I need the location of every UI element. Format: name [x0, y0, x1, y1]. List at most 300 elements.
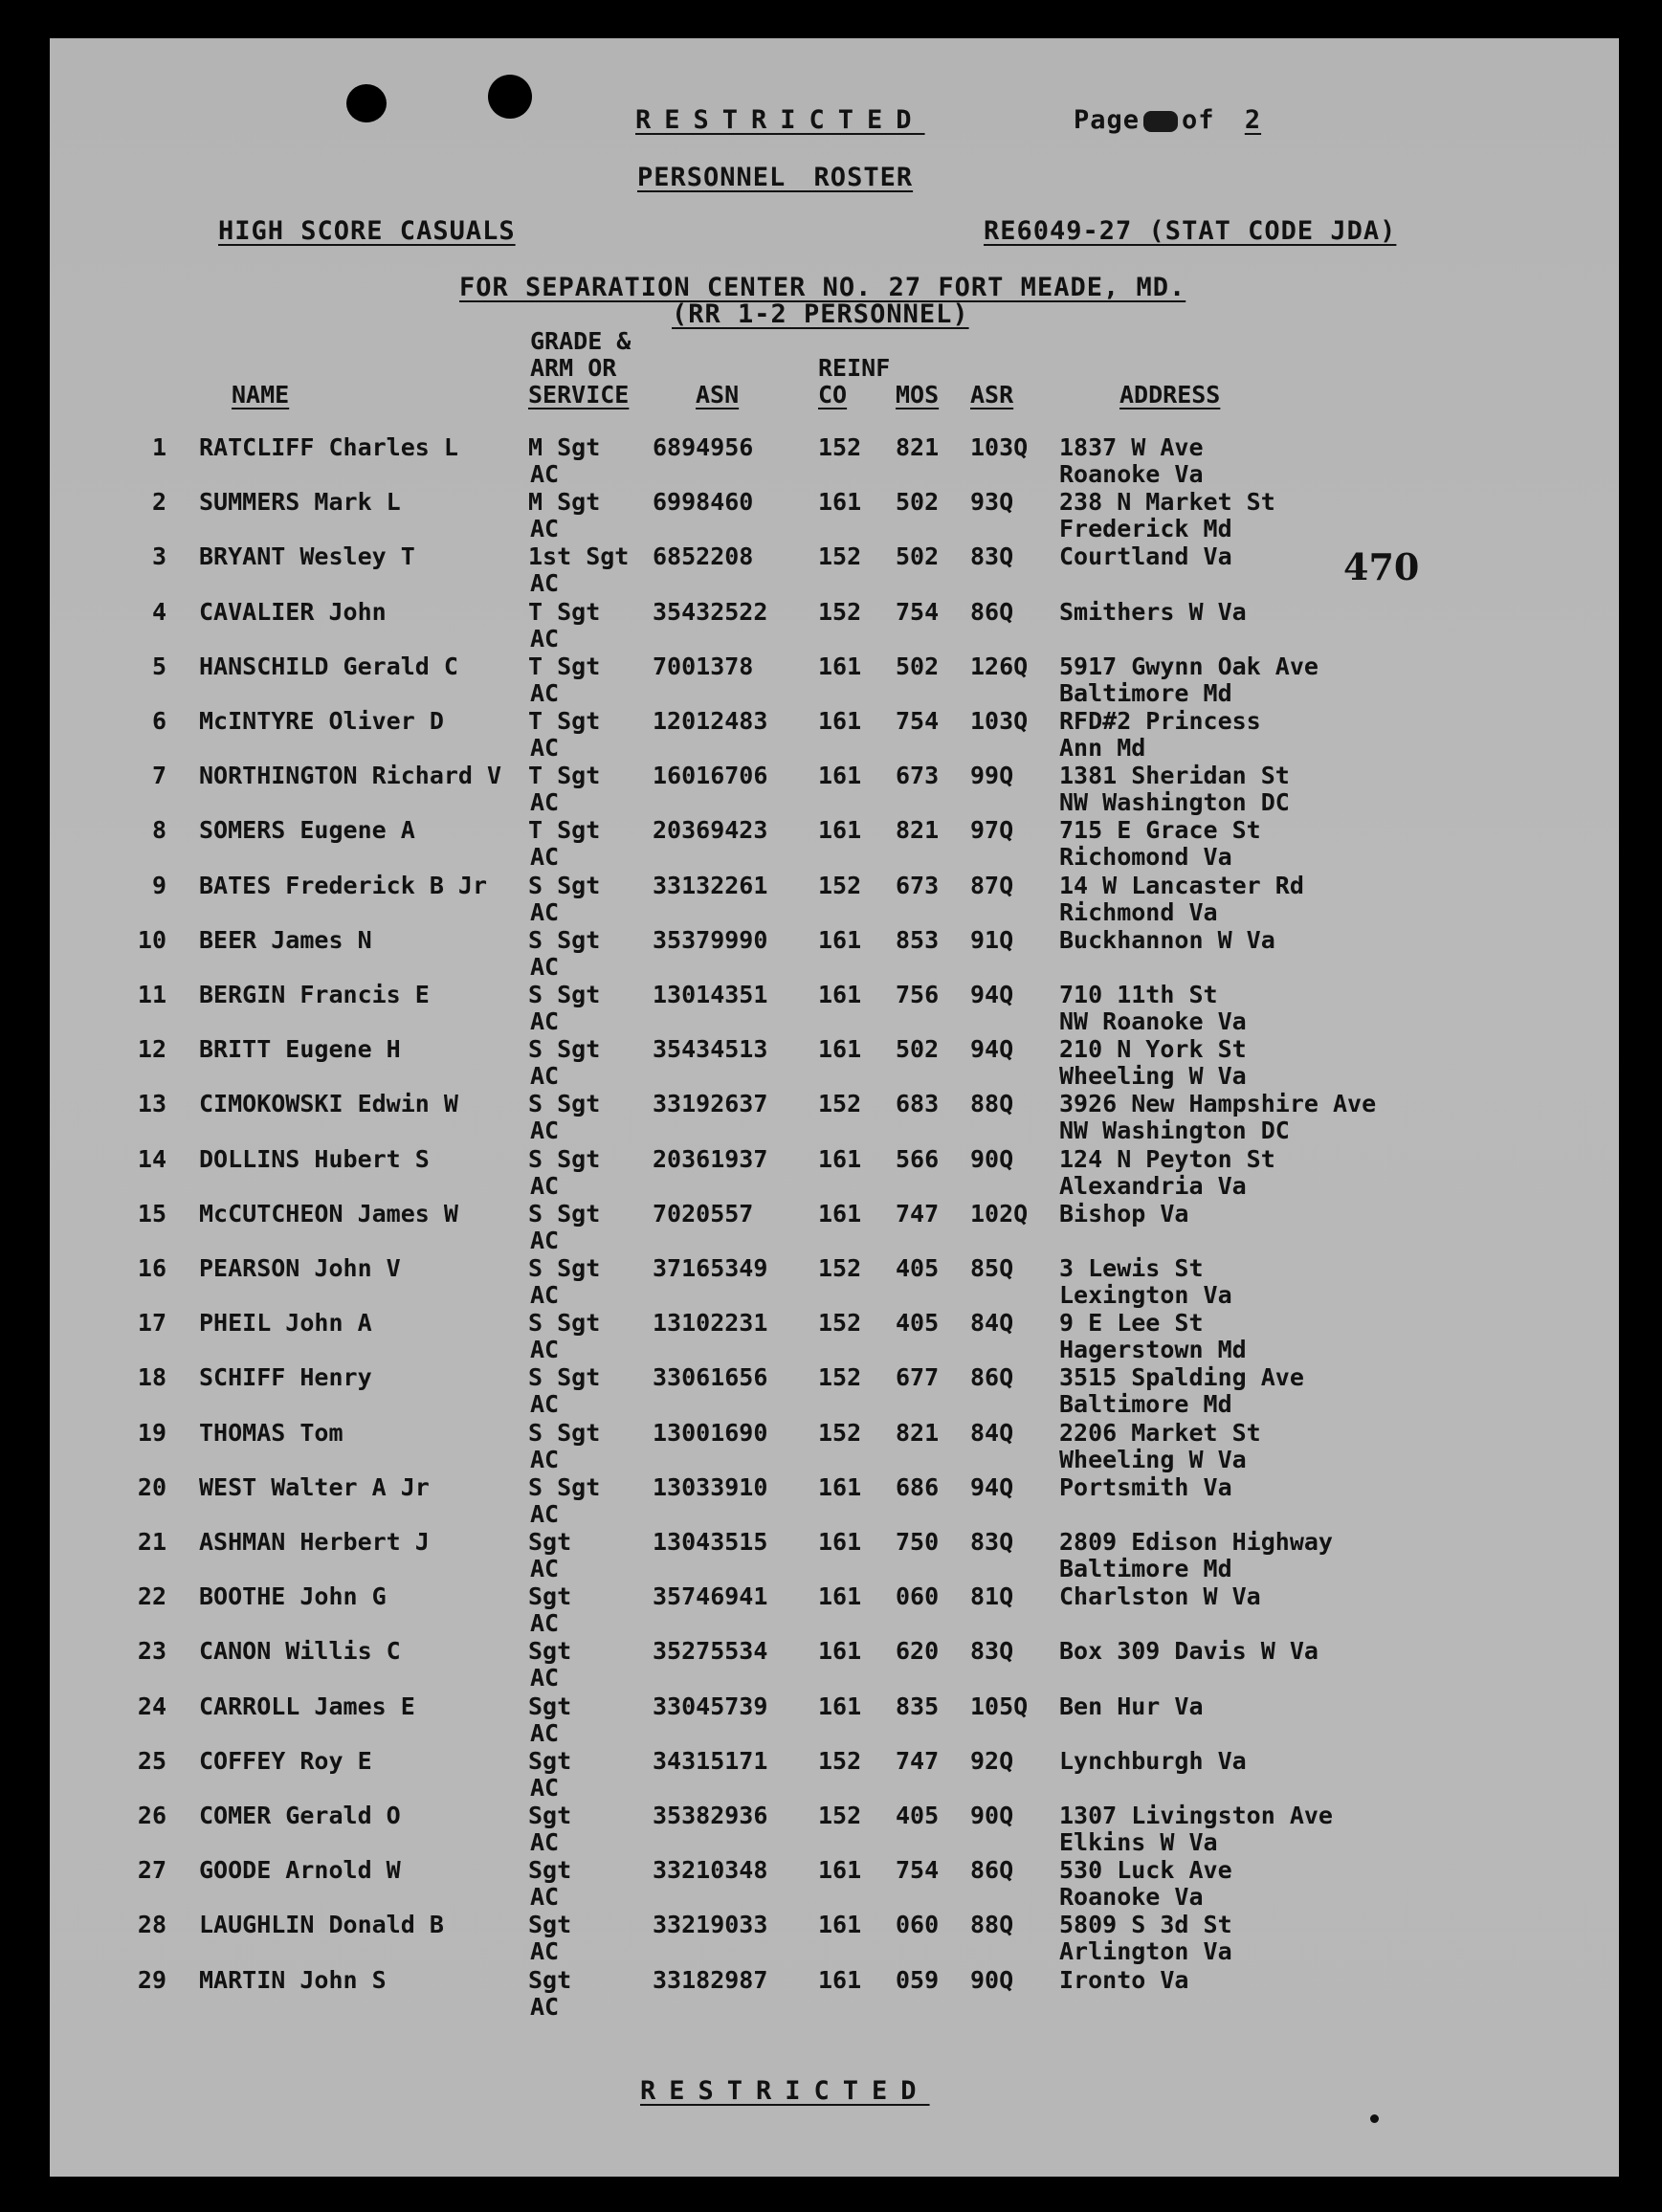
row-number: 5: [151, 652, 166, 680]
personnel-type: (RR 1-2 PERSONNEL): [672, 299, 969, 329]
row-mos: 059: [896, 1965, 940, 1994]
row-address-line-1: Smithers W Va: [1059, 597, 1247, 626]
table-row: [50, 1966, 1619, 2021]
row-grade: Sgt: [528, 1911, 572, 1939]
row-number: 23: [137, 1637, 166, 1666]
row-name: HANSCHILD Gerald C: [199, 652, 458, 680]
row-co: 161: [818, 816, 862, 845]
row-asr: 86Q: [970, 1363, 1014, 1392]
row-grade: S Sgt: [528, 1363, 601, 1392]
row-address-line-1: Buckhannon W Va: [1059, 925, 1275, 954]
row-mos: 502: [896, 1035, 940, 1064]
table-row: [50, 433, 1619, 488]
row-address-line-1: RFD#2 Princess: [1059, 707, 1261, 735]
row-name: THOMAS Tom: [199, 1418, 343, 1447]
row-asr: 90Q: [970, 1144, 1014, 1173]
row-co: 152: [818, 871, 862, 899]
row-arm: AC: [530, 734, 560, 762]
row-asr: 86Q: [970, 1856, 1014, 1885]
row-name: McCUTCHEON James W: [199, 1199, 458, 1228]
row-arm: AC: [530, 1937, 560, 1966]
row-name: LAUGHLIN Donald B: [199, 1911, 444, 1939]
row-address-line-1: 1837 W Ave: [1059, 433, 1204, 461]
row-mos: 566: [896, 1144, 940, 1173]
row-arm: AC: [530, 1336, 560, 1364]
row-number: 1: [151, 433, 166, 461]
row-name: BRYANT Wesley T: [199, 542, 415, 571]
row-grade: Sgt: [528, 1582, 572, 1611]
row-grade: S Sgt: [528, 1035, 601, 1064]
row-number: 16: [137, 1254, 166, 1282]
row-mos: 673: [896, 762, 940, 790]
row-mos: 821: [896, 433, 940, 461]
table-row: [50, 1145, 1619, 1200]
row-grade: T Sgt: [528, 707, 601, 735]
col-grade-3: SERVICE: [528, 381, 630, 409]
row-address-line-2: Lexington Va: [1059, 1281, 1232, 1309]
row-asn: 16016706: [653, 762, 768, 790]
row-co: 161: [818, 981, 862, 1008]
row-asr: 85Q: [970, 1254, 1014, 1282]
row-arm: AC: [530, 515, 560, 543]
row-name: BEER James N: [199, 925, 372, 954]
row-mos: 502: [896, 488, 940, 517]
row-address-line-1: 1307 Livingston Ave: [1059, 1802, 1333, 1829]
row-arm: AC: [530, 1062, 560, 1091]
row-arm: AC: [530, 624, 560, 653]
row-address-line-2: Hagerstown Md: [1059, 1336, 1247, 1364]
row-address-line-1: Bishop Va: [1059, 1199, 1189, 1228]
table-row: [50, 1419, 1619, 1473]
row-mos: 673: [896, 871, 940, 899]
row-asr: 81Q: [970, 1582, 1014, 1611]
table-row: [50, 1254, 1619, 1309]
row-number: 13: [137, 1090, 166, 1118]
row-grade: M Sgt: [528, 433, 601, 461]
row-grade: S Sgt: [528, 1309, 601, 1338]
row-address-line-1: Charlston W Va: [1059, 1582, 1261, 1611]
row-asn: 35434513: [653, 1035, 768, 1064]
row-asr: 93Q: [970, 488, 1014, 517]
col-grade-1: GRADE &: [530, 327, 632, 355]
row-mos: 060: [896, 1582, 940, 1611]
row-grade: S Sgt: [528, 871, 601, 899]
row-number: 26: [137, 1802, 166, 1829]
row-grade: Sgt: [528, 1965, 572, 1994]
row-co: 152: [818, 1363, 862, 1392]
row-grade: Sgt: [528, 1692, 572, 1720]
row-name: WEST Walter A Jr: [199, 1472, 430, 1501]
row-asn: 35382936: [653, 1802, 768, 1829]
row-number: 28: [137, 1911, 166, 1939]
table-row: [50, 816, 1619, 871]
row-asr: 94Q: [970, 1035, 1014, 1064]
row-co: 161: [818, 1582, 862, 1611]
row-address-line-2: NW Roanoke Va: [1059, 1007, 1247, 1035]
row-arm: AC: [530, 1718, 560, 1747]
col-asr: ASR: [970, 381, 1014, 409]
row-arm: AC: [530, 1773, 560, 1802]
col-co: CO: [818, 381, 848, 409]
row-arm: AC: [530, 1445, 560, 1473]
classification-footer: RESTRICTED: [640, 2076, 930, 2106]
table-row: [50, 1090, 1619, 1144]
row-address-line-1: 5809 S 3d St: [1059, 1911, 1232, 1939]
row-name: MARTIN John S: [199, 1965, 387, 1994]
row-name: BRITT Eugene H: [199, 1035, 401, 1064]
row-address-line-1: 124 N Peyton St: [1059, 1144, 1275, 1173]
row-arm: AC: [530, 1281, 560, 1309]
row-grade: S Sgt: [528, 1144, 601, 1173]
table-row: [50, 542, 1619, 597]
row-mos: 747: [896, 1746, 940, 1775]
row-grade: Sgt: [528, 1802, 572, 1829]
row-grade: S Sgt: [528, 981, 601, 1008]
row-arm: AC: [530, 1555, 560, 1582]
row-asn: 6894956: [653, 433, 754, 461]
stamp-number: 470: [1343, 545, 1420, 588]
col-name: NAME: [232, 381, 290, 409]
row-co: 152: [818, 1254, 862, 1282]
row-asn: 12012483: [653, 707, 768, 735]
table-row: [50, 1035, 1619, 1090]
row-asr: 83Q: [970, 1528, 1014, 1556]
row-asr: 103Q: [970, 433, 1029, 461]
row-asr: 88Q: [970, 1911, 1014, 1939]
row-mos: 405: [896, 1309, 940, 1338]
row-mos: 502: [896, 542, 940, 571]
row-co: 161: [818, 1637, 862, 1666]
row-number: 17: [137, 1309, 166, 1338]
row-address-line-2: Elkins W Va: [1059, 1828, 1218, 1856]
col-reinf: REINF: [818, 354, 891, 382]
row-grade: Sgt: [528, 1528, 572, 1556]
row-asn: 35432522: [653, 597, 768, 626]
row-asr: 105Q: [970, 1692, 1029, 1720]
row-name: SUMMERS Mark L: [199, 488, 401, 517]
row-co: 161: [818, 488, 862, 517]
table-row: [50, 488, 1619, 542]
row-number: 9: [151, 871, 166, 899]
row-co: 161: [818, 707, 862, 735]
row-co: 161: [818, 925, 862, 954]
row-co: 161: [818, 1965, 862, 1994]
row-address-line-2: Baltimore Md: [1059, 1390, 1232, 1419]
row-address-line-1: Courtland Va: [1059, 542, 1232, 571]
table-row: [50, 1911, 1619, 1965]
row-asr: 99Q: [970, 762, 1014, 790]
row-name: PEARSON John V: [199, 1254, 401, 1282]
row-mos: 405: [896, 1254, 940, 1282]
row-number: 14: [137, 1144, 166, 1173]
row-name: RATCLIFF Charles L: [199, 433, 458, 461]
row-address-line-1: 2809 Edison Highway: [1059, 1528, 1333, 1556]
row-mos: 821: [896, 816, 940, 845]
row-grade: Sgt: [528, 1746, 572, 1775]
row-name: CANON Willis C: [199, 1637, 401, 1666]
row-number: 7: [151, 762, 166, 790]
row-mos: 686: [896, 1472, 940, 1501]
page-total: 2: [1244, 105, 1262, 135]
table-row: [50, 1528, 1619, 1582]
row-co: 161: [818, 762, 862, 790]
row-grade: T Sgt: [528, 652, 601, 680]
table-row: [50, 598, 1619, 653]
row-grade: S Sgt: [528, 1254, 601, 1282]
row-arm: AC: [530, 460, 560, 488]
page-indicator: [1074, 105, 1261, 135]
row-asr: 126Q: [970, 652, 1029, 680]
row-arm: AC: [530, 1390, 560, 1419]
row-co: 161: [818, 1199, 862, 1228]
row-name: SOMERS Eugene A: [199, 816, 415, 845]
table-row: [50, 1802, 1619, 1856]
row-grade: Sgt: [528, 1856, 572, 1885]
row-asn: 7020557: [653, 1199, 754, 1228]
table-row: [50, 1692, 1619, 1747]
row-grade: S Sgt: [528, 1199, 601, 1228]
row-arm: AC: [530, 569, 560, 598]
table-row: [50, 926, 1619, 981]
row-number: 21: [137, 1528, 166, 1556]
row-asr: 90Q: [970, 1802, 1014, 1829]
row-name: DOLLINS Hubert S: [199, 1144, 430, 1173]
row-number: 27: [137, 1856, 166, 1885]
row-asr: 88Q: [970, 1090, 1014, 1118]
row-asr: 92Q: [970, 1746, 1014, 1775]
row-asn: 13043515: [653, 1528, 768, 1556]
row-grade: S Sgt: [528, 925, 601, 954]
row-arm: AC: [530, 1226, 560, 1254]
row-asn: 37165349: [653, 1254, 768, 1282]
row-arm: AC: [530, 897, 560, 926]
row-number: 2: [151, 488, 166, 517]
binding-hole-left: [346, 84, 387, 122]
row-grade: 1st Sgt: [528, 542, 630, 571]
row-address-line-1: 2206 Market St: [1059, 1418, 1261, 1447]
row-arm: AC: [530, 1609, 560, 1638]
row-arm: AC: [530, 1992, 560, 2021]
row-number: 3: [151, 542, 166, 571]
row-asn: 35379990: [653, 925, 768, 954]
row-number: 20: [137, 1472, 166, 1501]
row-arm: AC: [530, 1828, 560, 1856]
row-name: COMER Gerald O: [199, 1802, 401, 1829]
row-name: BERGIN Francis E: [199, 981, 430, 1008]
row-asn: 6998460: [653, 488, 754, 517]
destination-line: FOR SEPARATION CENTER NO. 27 FORT MEADE, MD.: [459, 273, 1186, 302]
row-asr: 103Q: [970, 707, 1029, 735]
row-address-line-1: 5917 Gwynn Oak Ave: [1059, 652, 1319, 680]
row-arm: AC: [530, 843, 560, 872]
row-number: 25: [137, 1746, 166, 1775]
row-grade: T Sgt: [528, 762, 601, 790]
table-row: [50, 1856, 1619, 1911]
row-name: McINTYRE Oliver D: [199, 707, 444, 735]
table-row: [50, 653, 1619, 707]
row-number: 8: [151, 816, 166, 845]
row-name: BATES Frederick B Jr: [199, 871, 488, 899]
row-number: 11: [137, 981, 166, 1008]
row-address-line-2: Richmond Va: [1059, 897, 1218, 926]
row-address-line-2: Baltimore Md: [1059, 1555, 1232, 1582]
table-row: [50, 1637, 1619, 1692]
col-mos: MOS: [896, 381, 940, 409]
row-arm: AC: [530, 678, 560, 707]
row-address-line-2: Baltimore Md: [1059, 678, 1232, 707]
row-grade: S Sgt: [528, 1090, 601, 1118]
row-grade: Sgt: [528, 1637, 572, 1666]
row-number: 19: [137, 1418, 166, 1447]
row-address-line-2: Arlington Va: [1059, 1937, 1232, 1966]
row-address-line-2: Alexandria Va: [1059, 1171, 1247, 1200]
row-grade: S Sgt: [528, 1472, 601, 1501]
row-name: COFFEY Roy E: [199, 1746, 372, 1775]
row-asr: 90Q: [970, 1965, 1014, 1994]
row-co: 161: [818, 1144, 862, 1173]
row-number: 12: [137, 1035, 166, 1064]
row-co: 161: [818, 1911, 862, 1939]
row-name: NORTHINGTON Richard V: [199, 762, 502, 790]
row-asn: 20369423: [653, 816, 768, 845]
row-asr: 84Q: [970, 1418, 1014, 1447]
row-asn: 33192637: [653, 1090, 768, 1118]
row-name: CARROLL James E: [199, 1692, 415, 1720]
table-row: [50, 1582, 1619, 1637]
row-grade: T Sgt: [528, 816, 601, 845]
row-asn: 33061656: [653, 1363, 768, 1392]
row-grade: M Sgt: [528, 488, 601, 517]
row-mos: 405: [896, 1802, 940, 1829]
row-arm: AC: [530, 788, 560, 817]
col-grade-2: ARM OR: [530, 354, 617, 382]
table-row: [50, 707, 1619, 762]
row-asr: 91Q: [970, 925, 1014, 954]
row-mos: 754: [896, 707, 940, 735]
row-number: 15: [137, 1199, 166, 1228]
page-number-blot: [1143, 111, 1178, 132]
row-mos: 683: [896, 1090, 940, 1118]
row-number: 22: [137, 1582, 166, 1611]
row-number: 10: [137, 925, 166, 954]
row-co: 152: [818, 1418, 862, 1447]
row-grade: T Sgt: [528, 597, 601, 626]
row-co: 152: [818, 542, 862, 571]
row-asn: 7001378: [653, 652, 754, 680]
row-address-line-1: 1381 Sheridan St: [1059, 762, 1290, 790]
row-number: 4: [151, 597, 166, 626]
row-mos: 835: [896, 1692, 940, 1720]
row-name: SCHIFF Henry: [199, 1363, 372, 1392]
row-address-line-1: Ironto Va: [1059, 1965, 1189, 1994]
row-asr: 102Q: [970, 1199, 1029, 1228]
row-asr: 86Q: [970, 597, 1014, 626]
table-row: [50, 872, 1619, 926]
row-asn: 13014351: [653, 981, 768, 1008]
row-co: 161: [818, 652, 862, 680]
row-address-line-1: Ben Hur Va: [1059, 1692, 1204, 1720]
row-address-line-2: Ann Md: [1059, 734, 1146, 762]
row-name: PHEIL John A: [199, 1309, 372, 1338]
table-row: [50, 1747, 1619, 1802]
row-co: 152: [818, 1309, 862, 1338]
row-asr: 84Q: [970, 1309, 1014, 1338]
row-co: 152: [818, 597, 862, 626]
row-name: ASHMAN Herbert J: [199, 1528, 430, 1556]
row-mos: 060: [896, 1911, 940, 1939]
roster-title: PERSONNEL ROSTER: [637, 163, 914, 192]
row-address-line-2: Roanoke Va: [1059, 1883, 1204, 1912]
row-address-line-2: Frederick Md: [1059, 515, 1232, 543]
row-arm: AC: [530, 1007, 560, 1035]
col-asn: ASN: [696, 381, 740, 409]
row-asn: 20361937: [653, 1144, 768, 1173]
row-mos: 754: [896, 1856, 940, 1885]
row-address-line-1: 715 E Grace St: [1059, 816, 1261, 845]
row-asn: 13102231: [653, 1309, 768, 1338]
row-mos: 620: [896, 1637, 940, 1666]
table-row: [50, 762, 1619, 816]
row-asr: 94Q: [970, 1472, 1014, 1501]
row-address-line-2: NW Washington DC: [1059, 1117, 1290, 1145]
row-co: 152: [818, 1802, 862, 1829]
row-arm: AC: [530, 1499, 560, 1528]
page-label: Page: [1074, 105, 1141, 135]
row-grade: S Sgt: [528, 1418, 601, 1447]
row-asn: 33182987: [653, 1965, 768, 1994]
row-mos: 750: [896, 1528, 940, 1556]
group-name: HIGH SCORE CASUALS: [218, 216, 516, 246]
table-row: [50, 1200, 1619, 1254]
row-arm: AC: [530, 952, 560, 981]
row-asn: 35275534: [653, 1637, 768, 1666]
row-asr: 83Q: [970, 1637, 1014, 1666]
table-row: [50, 1473, 1619, 1528]
row-address-line-2: NW Washington DC: [1059, 788, 1290, 817]
row-asn: 13033910: [653, 1472, 768, 1501]
table-row: [50, 1363, 1619, 1418]
binding-hole-right: [488, 75, 532, 119]
row-asn: 33210348: [653, 1856, 768, 1885]
roster-code: RE6049-27 (STAT CODE JDA): [984, 216, 1397, 246]
row-asn: 33219033: [653, 1911, 768, 1939]
row-number: 29: [137, 1965, 166, 1994]
row-arm: AC: [530, 1883, 560, 1912]
row-name: BOOTHE John G: [199, 1582, 387, 1611]
classification-header: RESTRICTED: [635, 105, 925, 135]
row-address-line-1: 3926 New Hampshire Ave: [1059, 1090, 1377, 1118]
row-asn: 33045739: [653, 1692, 768, 1720]
row-address-line-2: Wheeling W Va: [1059, 1062, 1247, 1091]
row-number: 24: [137, 1692, 166, 1720]
row-address-line-1: Box 309 Davis W Va: [1059, 1637, 1319, 1666]
page-of-label: of: [1182, 105, 1215, 135]
row-co: 161: [818, 1035, 862, 1064]
row-mos: 747: [896, 1199, 940, 1228]
row-address-line-2: Roanoke Va: [1059, 460, 1204, 488]
row-address-line-1: Portsmith Va: [1059, 1472, 1232, 1501]
row-asr: 94Q: [970, 981, 1014, 1008]
row-asn: 13001690: [653, 1418, 768, 1447]
row-co: 152: [818, 1090, 862, 1118]
row-number: 18: [137, 1363, 166, 1392]
row-address-line-1: 238 N Market St: [1059, 488, 1275, 517]
row-co: 161: [818, 1692, 862, 1720]
row-asr: 83Q: [970, 542, 1014, 571]
row-arm: AC: [530, 1117, 560, 1145]
row-address-line-2: Richomond Va: [1059, 843, 1232, 872]
row-co: 152: [818, 1746, 862, 1775]
